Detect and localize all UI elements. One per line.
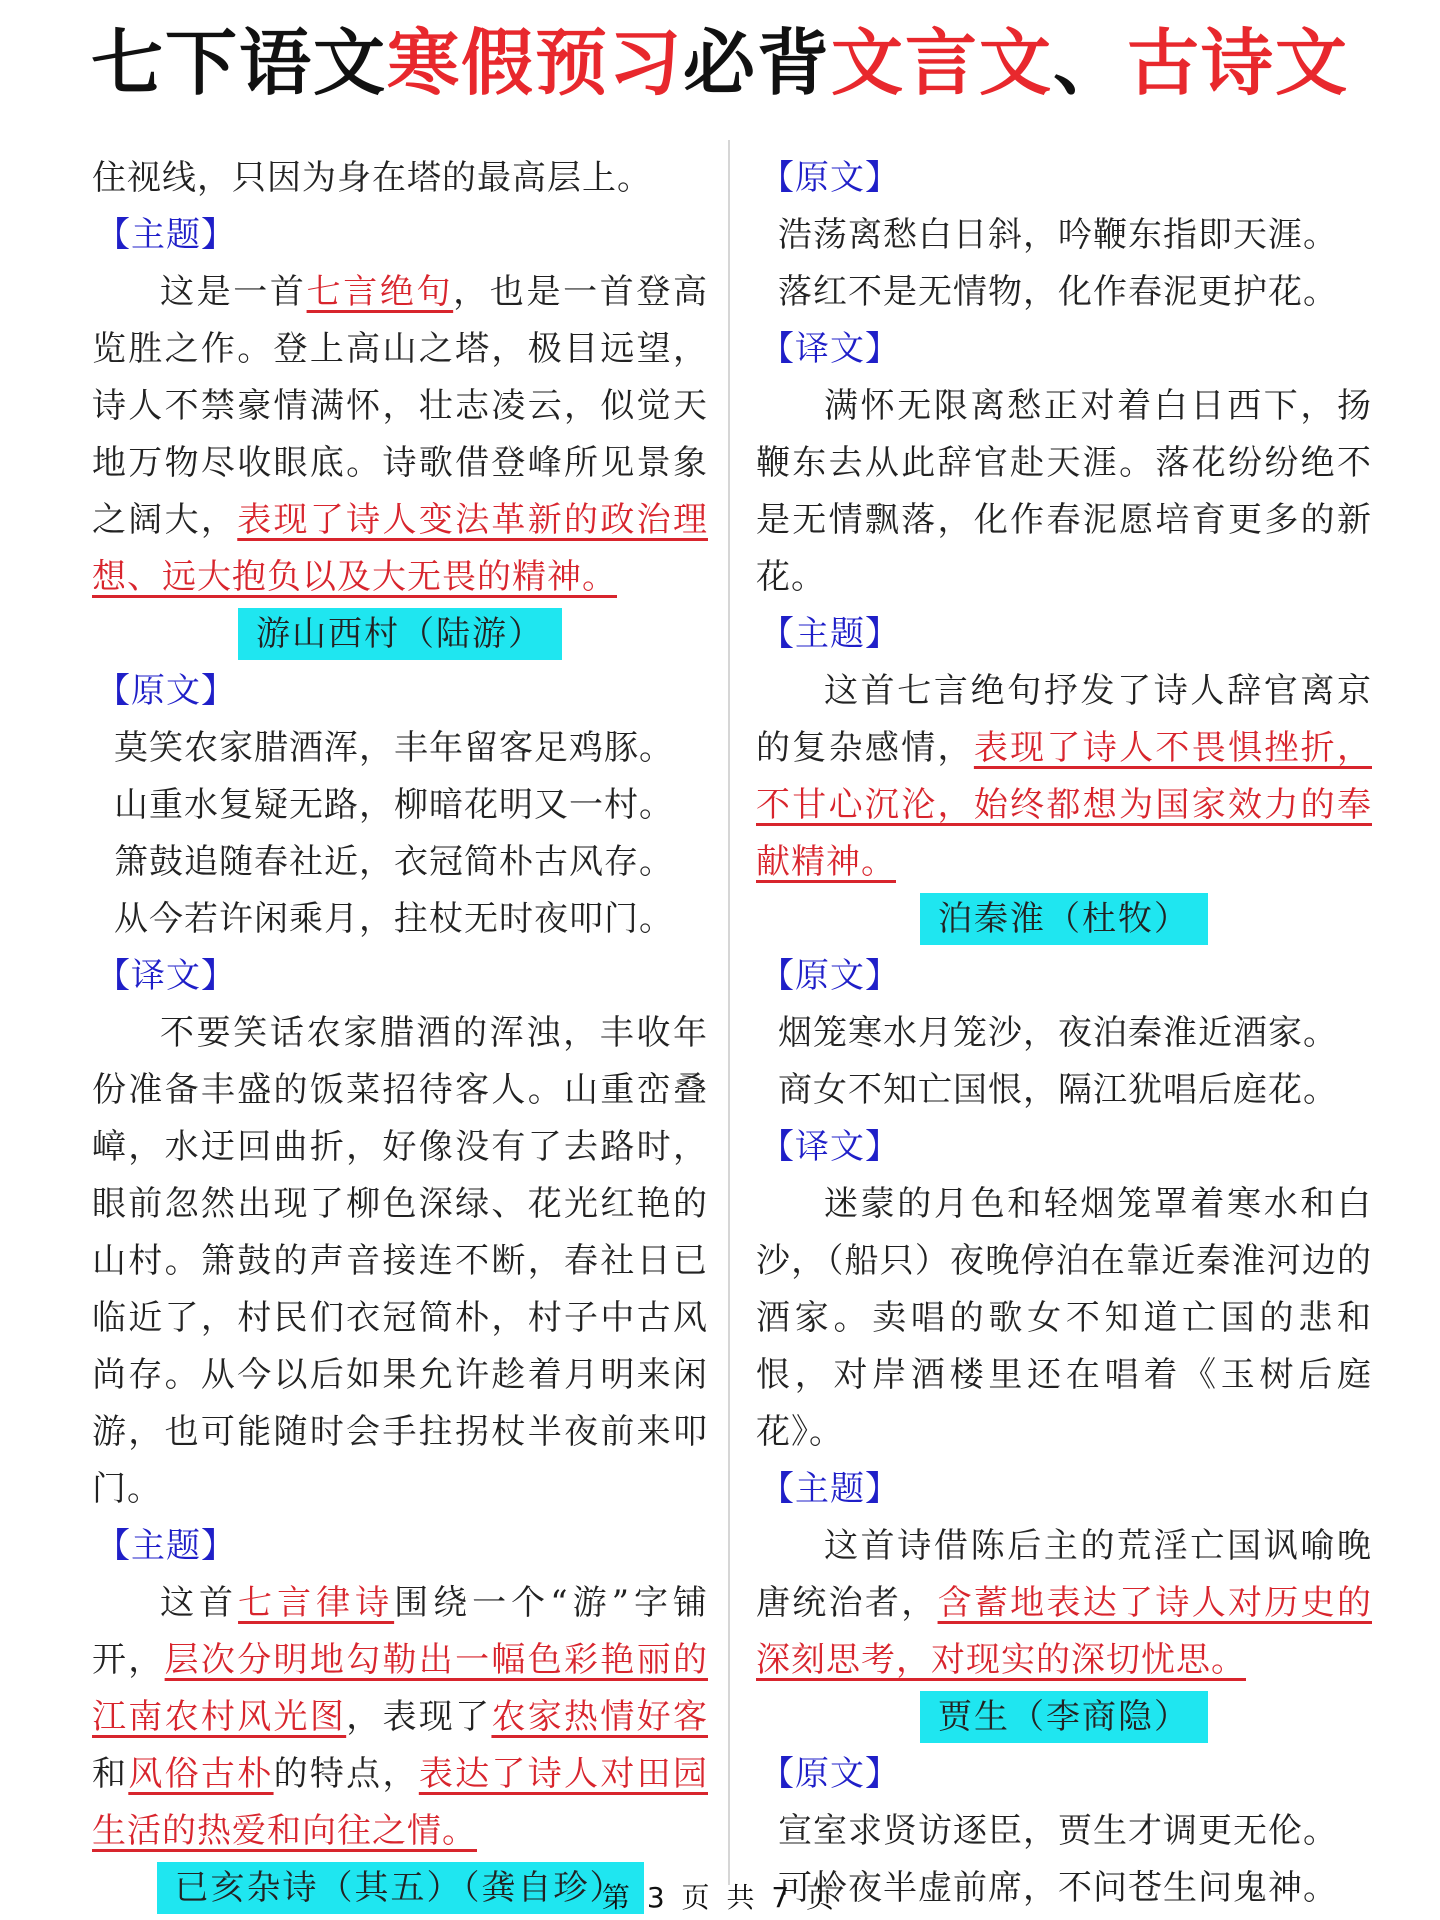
text-run: 这首诗借陈后主的荒淫亡国讽喻晚唐统治者， [756, 1526, 1372, 1623]
text-run: 这首 [160, 1583, 239, 1623]
verse-line: 宣室求贤访逐臣，贾生才调更无伦。 [778, 1811, 1338, 1851]
poem-title [92, 606, 708, 663]
text-run: 这是一首 [160, 272, 307, 312]
translation-paragraph: 不要笑话农家腊酒的浑浊，丰收年份准备丰盛的饭菜招待客人。山重峦叠嶂，水迂回曲折，好像没有了去路时，眼前忽然出现了柳色深绿、花光红艳的山村。箫鼓的声音接连不断，春社日已临近了，村民们衣冠简朴，村子中古风尚存。从今以后如果允许趁着月明来闲游，也可能随时会手拄拐杖半夜前来叩门。 [92, 1013, 708, 1509]
section-head-original: 【原文】 [760, 158, 900, 198]
title-part-4: 文言文 [831, 20, 1054, 105]
section-head-original: 【原文】 [760, 1754, 900, 1794]
section-head-translation: 【译文】 [760, 1127, 900, 1167]
highlight-text: 七言绝句 [306, 272, 454, 312]
poem-title-text: 已亥杂诗（其五）（龚自珍） [157, 1862, 644, 1914]
poem-title-text: 贾生（李商隐） [920, 1691, 1208, 1743]
highlight-text: 表现了诗人变法革新的政治理想、远大抱负以及大无畏的精神。 [92, 500, 708, 597]
verse-line: 山重水复疑无路，柳暗花明又一村。 [114, 785, 674, 825]
poem-title-text: 游山西村（陆游） [238, 608, 562, 660]
verse-line: 商女不知亡国恨，隔江犹唱后庭花。 [778, 1070, 1338, 1110]
poem-title [756, 1689, 1372, 1746]
highlight-text: 层次分明地勾勒出一幅色彩艳丽的江南农村风光图 [92, 1640, 708, 1737]
section-head-original: 【原文】 [760, 956, 900, 996]
verse-line: 可怜夜半虚前席，不问苍生问鬼神。 [778, 1868, 1338, 1908]
page-number: 第 3 页 共 7 页 [601, 1881, 839, 1914]
section-head-theme: 【主题】 [760, 1469, 900, 1509]
section-head-theme: 【主题】 [96, 1526, 236, 1566]
theme-paragraph [756, 663, 1372, 891]
highlight-text: 风俗古朴 [128, 1754, 274, 1794]
title-part-5: 、 [1053, 20, 1128, 105]
verse-line: 浩荡离愁白日斜，吟鞭东指即天涯。 [778, 215, 1338, 255]
text-run: 这首七言绝句抒发了诗人辞官离京的复杂感情， [756, 671, 1372, 768]
verse-line: 烟笼寒水月笼沙，夜泊秦淮近酒家。 [778, 1013, 1338, 1053]
column-divider [728, 140, 730, 1885]
highlight-text: 表达了诗人对田园生活的热爱和向往之情。 [92, 1754, 708, 1851]
verse-line: 莫笑农家腊酒浑，丰年留客足鸡豚。 [114, 728, 674, 768]
verse-line: 从今若许闲乘月，拄杖无时夜叩门。 [114, 899, 674, 939]
text-run: 的特点， [273, 1754, 419, 1794]
left-column [92, 150, 708, 1917]
text-run: ，表现了 [346, 1697, 492, 1737]
poem-title [756, 891, 1372, 948]
section-head-theme: 【主题】 [760, 614, 900, 654]
theme-paragraph [756, 1518, 1372, 1689]
theme-paragraph [92, 264, 708, 606]
section-head-theme: 【主题】 [96, 215, 236, 255]
theme-paragraph [92, 1575, 708, 1860]
title-part-2: 寒假预习 [386, 20, 683, 105]
page-title [0, 18, 1440, 108]
translation-paragraph: 满怀无限离愁正对着白日西下，扬鞭东去从此辞官赴天涯。落花纷纷绝不是无情飘落，化作春泥愿培育更多的新花。 [756, 386, 1372, 597]
right-column [756, 150, 1372, 1917]
translation-paragraph: 迷蒙的月色和轻烟笼罩着寒水和白沙，（船只）夜晚停泊在靠近秦淮河边的酒家。卖唱的歌女不知道亡国的悲和恨，对岸酒楼里还在唱着《玉树后庭花》。 [756, 1184, 1372, 1452]
section-head-translation: 【译文】 [760, 329, 900, 369]
poem-title-text: 泊秦淮（杜牧） [920, 893, 1208, 945]
verse-line: 箫鼓追随春社近，衣冠简朴古风存。 [114, 842, 674, 882]
section-head-original: 【原文】 [96, 671, 236, 711]
title-part-3: 必背 [682, 20, 831, 105]
verse-line: 落红不是无情物，化作春泥更护花。 [778, 272, 1338, 312]
highlight-text: 农家热情好客 [491, 1697, 708, 1737]
text-run: 围绕一个“游”字铺开， [92, 1583, 709, 1680]
text-run: 和 [92, 1754, 129, 1794]
section-head-translation: 【译文】 [96, 956, 236, 996]
title-part-1: 七下语文 [90, 20, 387, 105]
highlight-text: 七言律诗 [238, 1583, 395, 1623]
title-part-6: 古诗文 [1127, 20, 1350, 105]
highlight-text: 表现了诗人不畏惧挫折，不甘心沉沦，始终都想为国家效力的奉献精神。 [756, 728, 1372, 882]
continued-text: 住视线，只因为身在塔的最高层上。 [92, 158, 652, 198]
text-run: ，也是一首登高览胜之作。登上高山之塔，极目远望，诗人不禁豪情满怀，壮志凌云，似觉天地万物尽收眼底。诗歌借登峰所见景象之阔大， [92, 272, 709, 540]
highlight-text: 含蓄地表达了诗人对历史的深刻思考，对现实的深切忧思。 [756, 1583, 1372, 1680]
